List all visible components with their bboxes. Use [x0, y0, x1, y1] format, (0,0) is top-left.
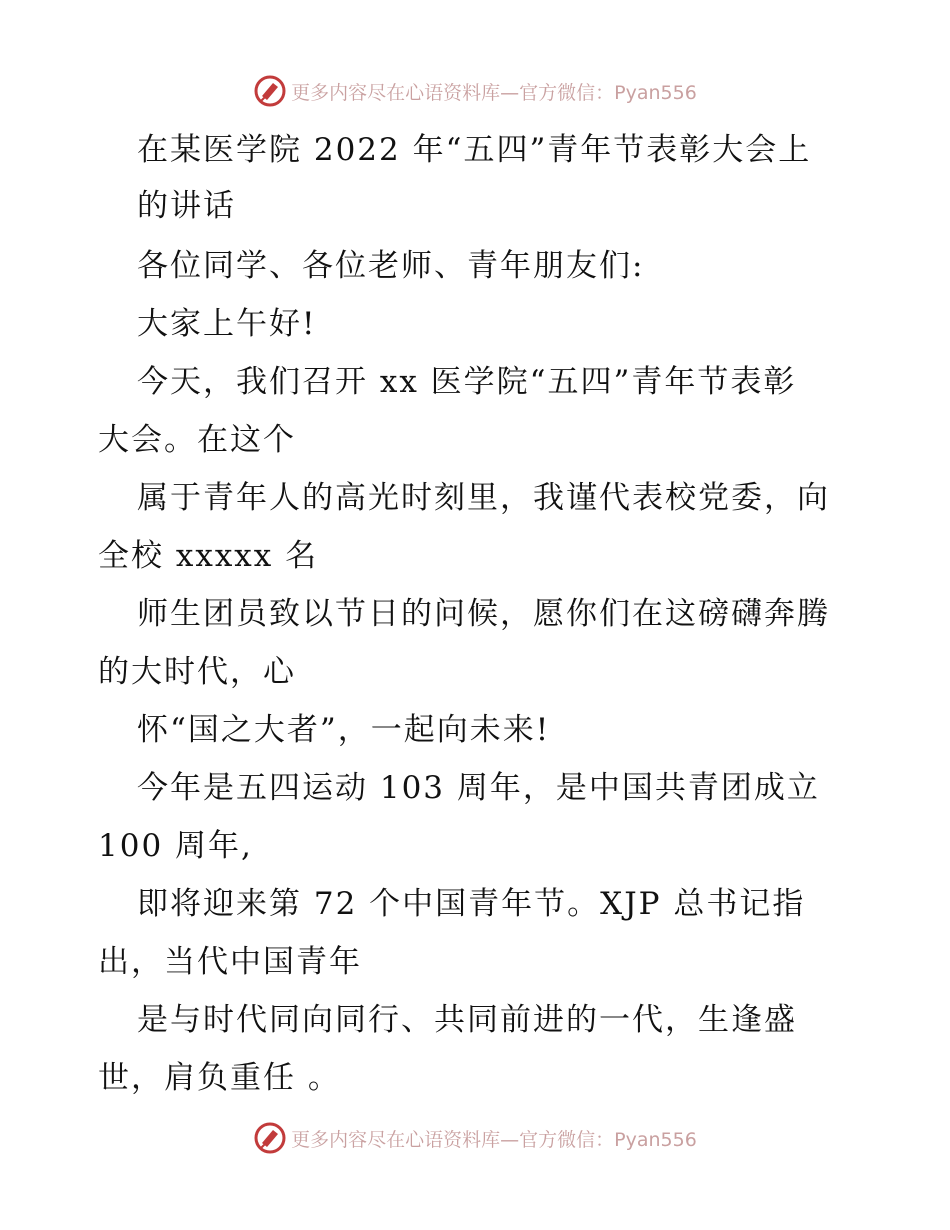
paragraph-line: 是与时代同向同行、共同前进的一代，生逢盛: [137, 1002, 797, 1038]
watermark-text: 更多内容尽在心语资料库—官方微信：Pyan556: [291, 81, 697, 104]
salutation: 各位同学、各位老师、青年朋友们:: [137, 248, 645, 284]
title-line-1: 在某医学院 2022 年“五四”青年节表彰大会上: [137, 132, 812, 168]
paragraph-line: 的大时代，心: [98, 654, 296, 690]
paragraph-line: 师生团员致以节日的问候，愿你们在这磅礴奔腾: [137, 596, 830, 632]
paragraph-line: 怀“国之大者”，一起向未来!: [137, 712, 551, 748]
paragraph-line: 即将迎来第 72 个中国青年节。XJP 总书记指: [137, 886, 806, 922]
header-watermark: [0, 71, 950, 111]
footer-watermark: [0, 1118, 950, 1158]
paragraph-line: 出，当代中国青年: [98, 944, 362, 980]
greeting: 大家上午好!: [137, 306, 317, 342]
paragraph-line: 100 周年,: [98, 828, 253, 864]
watermark-text: 更多内容尽在心语资料库—官方微信：Pyan556: [291, 1128, 697, 1151]
paragraph-line: 今天，我们召开 xx 医学院“五四”青年节表彰: [137, 364, 797, 400]
logo-icon: [253, 1121, 287, 1155]
paragraph-line: 全校 xxxxx 名: [98, 538, 319, 574]
title-line-2: 的讲话: [137, 188, 236, 224]
paragraph-line: 大会。在这个: [98, 422, 296, 458]
paragraph-line: 属于青年人的高光时刻里，我谨代表校党委，向: [137, 480, 830, 516]
paragraph-line: 今年是五四运动 103 周年，是中国共青团成立: [137, 770, 820, 806]
logo-icon: [253, 74, 287, 108]
paragraph-line: 世，肩负重任 。: [98, 1060, 341, 1096]
